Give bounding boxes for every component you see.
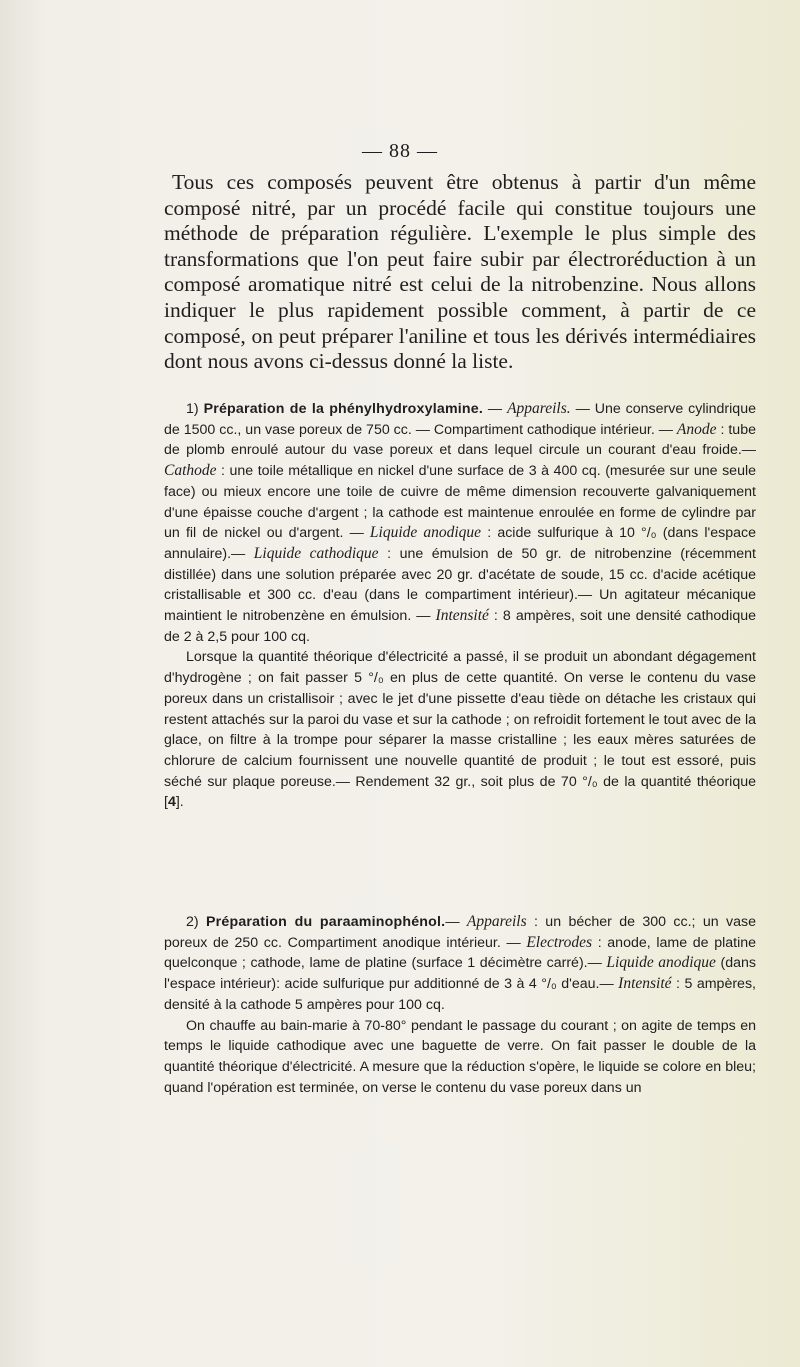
section1-number: 1) bbox=[186, 401, 204, 417]
cathode-label: Cathode bbox=[164, 462, 217, 480]
appareils-text: Une conserve cylindrique de 1500 cc., un vase poreux de 750 cc. — Compartiment cathodique intérieur. — bbox=[164, 401, 756, 438]
section2-paragraph-2: On chauffe au bain-marie à 70-80° pendant le passage du courant ; on agite de temps en temps le liquide cathodique avec une baguette de verre. On fait passer le double de la quantité théorique d'électricité. A mesure que la réduction s'opère, le liquide se colore en bleu; quand l'opération est terminée, on verse le contenu du vase poreux dans un bbox=[164, 1017, 756, 1096]
section2-paragraph-1 bbox=[164, 912, 756, 1016]
procedure-text: Lorsque la quantité théorique d'électricité a passé, il se produit un abondant dégagement d'hydrogène ; on fait passer 5 °/₀ en plus de cette quantité. On verse le contenu du vase poreux dans un cristallisoir ; avec le jet d'une pissette d'eau tiède on détache les cristaux qui restent attachés sur la paroi du vase et sur la cathode ; on refroidit fortement le tout avec de la glace, on filtre à la trompe pour séparer la masse cristalline ; les eaux mères saturées de chlorure de calcium fournissent une nouvelle quantité de produit ; le tout est essoré, puis séché sur plaque poreuse.— Rendement 32 gr., soit plus de 70 °/₀ de la quantité théorique [ bbox=[164, 649, 756, 811]
electrodes-label: Electrodes bbox=[526, 933, 593, 951]
section-phenylhydroxylamine bbox=[164, 399, 756, 813]
liquide-cathodique-text: : une émulsion de 50 gr. de nitrobenzine (récemment distillée) dans une solution préparée avec 20 gr. d'acétate de soude, 15 cc. d'acide acétique cristallisable et 300 cc. d'eau (dans le compartiment intérieur).— Un agitateur mécanique maintient le nitrobenzène en émulsion. — bbox=[164, 545, 756, 625]
appareils-label: Appareils. bbox=[507, 400, 571, 417]
dash: — bbox=[483, 401, 508, 417]
liquide-anodique-label: Liquide anodique bbox=[606, 954, 716, 972]
intensite-text: : 5 ampères, densité à la cathode 5 ampères pour 100 cq. bbox=[164, 976, 756, 1013]
reference-number: 4 bbox=[167, 794, 176, 811]
anode-text: : tube de plomb enroulé autour du vase poreux et dans lequel circule un courant d'eau froide.— bbox=[164, 421, 756, 459]
intensite-label: Intensité bbox=[435, 607, 489, 625]
liquide-anodique-label: Liquide anodique bbox=[369, 524, 482, 542]
liquide-cathodique-label: Liquide cathodique bbox=[253, 544, 379, 562]
intensite-label: Intensité bbox=[618, 975, 672, 993]
intro-paragraph: Tous ces composés peuvent être obtenus à partir d'un même composé nitré, par un procédé facile qui constitue toujours une méthode de préparation régulière. L'exemple le plus simple des transformations que l'on peut faire subir par électroréduction à un composé aromatique nitré est celui de la nitrobenzine. Nous allons indiquer le plus rapidement possible comment, à partir de ce composé, on peut préparer l'aniline et tous les dérivés intermédiaires dont nous avons ci-dessus donné la liste. bbox=[164, 170, 756, 374]
page-number: — 88 — bbox=[362, 140, 438, 162]
dash: — bbox=[445, 914, 467, 930]
section2-number: 2) bbox=[186, 914, 206, 930]
dash: — bbox=[570, 401, 590, 417]
section1-paragraph-2 bbox=[164, 647, 756, 813]
intensite-text: : 8 ampères, soit une densité cathodique de 2 à 2,5 pour 100 cq. bbox=[164, 608, 757, 645]
reference-close: ]. bbox=[175, 794, 184, 811]
section1-heading: Préparation de la phénylhydroxylamine. bbox=[203, 401, 483, 417]
anode-label: Anode bbox=[676, 420, 717, 438]
appareils-label: Appareils bbox=[466, 913, 527, 930]
appareils-text: : un bécher de 300 cc.; un vase poreux de 250 cc. Compartiment anodique intérieur. — bbox=[164, 914, 756, 951]
cathode-text: : une toile métallique en nickel d'une surface de 3 à 400 cq. (mesurée sur une seule face) ou mieux encore une toile de cuivre de même dimension recouverte galvaniquement d'une épaisse couche d'argent ; la cathode est maintenue enroulée en forme de cylindre par un fil de nickel ou d'argent. — bbox=[164, 463, 756, 542]
section1-paragraph-1 bbox=[164, 399, 756, 647]
liquide-anodique-text: : acide sulfurique à 10 °/₀ (dans l'espace annulaire).— bbox=[164, 525, 756, 562]
liquide-anodique-text: (dans l'espace intérieur): acide sulfurique pur additionné de 3 à 4 °/₀ d'eau.— bbox=[164, 955, 756, 993]
section2-heading: Préparation du paraaminophénol. bbox=[206, 914, 446, 930]
section-paraaminophenol bbox=[164, 912, 756, 1098]
electrodes-text: : anode, lame de platine quelconque ; cathode, lame de platine (surface 1 décimètre carré).— bbox=[164, 934, 756, 972]
